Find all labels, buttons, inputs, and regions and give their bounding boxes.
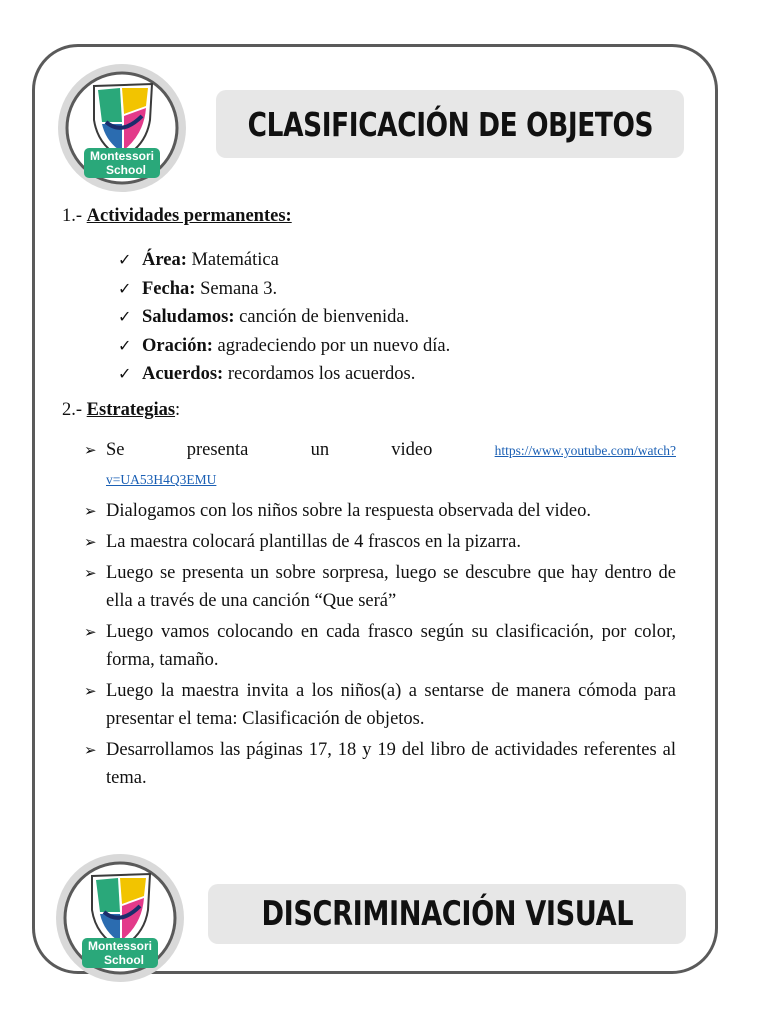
section-activities-heading (62, 206, 292, 227)
arrow-bullet-icon: ➢ (84, 502, 97, 520)
check-icon: ✓ (118, 278, 132, 298)
montessori-school-logo (54, 852, 186, 984)
list-item: ➢ Desarrollamos las páginas 17, 18 y 19 del libro de actividades referentes al tema. (84, 736, 676, 792)
arrow-bullet-icon: ➢ (84, 682, 97, 700)
list-item: ➢ Se presenta un video https://www.youtube.com/watch? v=UA53H4Q3EMU (84, 436, 676, 494)
arrow-bullet-icon: ➢ (84, 533, 97, 551)
arrow-bullet-icon: ➢ (84, 741, 97, 759)
list-item: ➢ Luego la maestra invita a los niños(a) a sentarse de manera cómoda para presentar el tema: Clasificación de objetos. (84, 677, 676, 733)
logo-emblem-icon (54, 852, 186, 984)
logo-text-line2: School (103, 953, 145, 967)
list-item: ✓ Acuerdos: recordamos los acuerdos. (118, 360, 450, 389)
page-title: CLASIFICACIÓN DE OBJETOS (247, 104, 653, 144)
activities-list (118, 246, 450, 389)
page-title-banner (216, 90, 684, 158)
section-number: 1.- (62, 206, 83, 226)
logo-text-line2: School (105, 163, 147, 177)
logo-text-line1: Montessori (89, 149, 155, 163)
footer-title-banner (208, 884, 686, 944)
list-item: ✓ Fecha: Semana 3. (118, 275, 450, 304)
list-item: ✓ Oración: agradeciendo por un nuevo día. (118, 332, 450, 361)
logo-text-line1: Montessori (87, 939, 153, 953)
arrow-bullet-icon: ➢ (84, 564, 97, 582)
check-icon: ✓ (118, 307, 132, 326)
list-item: ➢ La maestra colocará plantillas de 4 frascos en la pizarra. (84, 528, 676, 556)
check-icon: ✓ (118, 335, 132, 355)
list-item: ➢ Dialogamos con los niños sobre la respuesta observada del video. (84, 497, 676, 525)
list-item: ➢ Luego se presenta un sobre sorpresa, luego se descubre que hay dentro de ella a través de una canción “Que será” (84, 559, 676, 615)
video-link[interactable]: https://www.youtube.com/watch? (494, 443, 676, 458)
section-strategies-heading: 2.- Estrategias: (62, 400, 181, 420)
check-icon: ✓ (118, 364, 132, 383)
video-link-continued[interactable]: v=UA53H4Q3EMU (106, 472, 217, 487)
section-title: Estrategias (86, 400, 176, 420)
section-title: Actividades permanentes: (86, 206, 292, 226)
section-number: 2.- (62, 400, 83, 420)
logo-emblem-icon (56, 62, 188, 194)
arrow-bullet-icon: ➢ (84, 623, 97, 641)
list-item: ✓ Saludamos: canción de bienvenida. (118, 303, 450, 332)
strategies-list (84, 436, 676, 795)
montessori-school-logo (56, 62, 188, 194)
list-item: ✓ Área: Matemática (118, 246, 450, 275)
arrow-bullet-icon: ➢ (84, 441, 97, 459)
check-icon: ✓ (118, 250, 132, 269)
list-item: ➢ Luego vamos colocando en cada frasco según su clasificación, por color, forma, tamaño. (84, 618, 676, 674)
footer-title: DISCRIMINACIÓN VISUAL (261, 894, 633, 934)
